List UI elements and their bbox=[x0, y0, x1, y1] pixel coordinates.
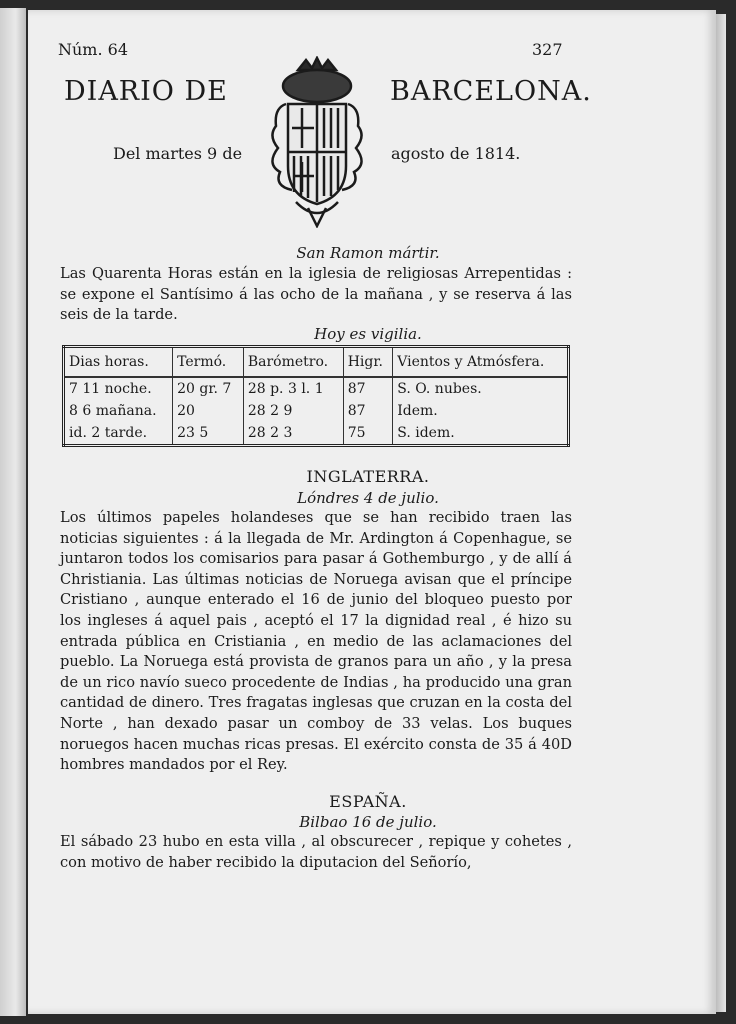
table-cell: 20 bbox=[173, 400, 244, 422]
issue-number: Núm. 64 bbox=[58, 40, 129, 59]
table-row bbox=[64, 377, 569, 400]
table-cell: 28 p. 3 l. 1 bbox=[243, 377, 343, 400]
col-header: Termó. bbox=[173, 347, 244, 378]
masthead-date-left: Del martes 9 de bbox=[113, 144, 243, 163]
col-header: Dias horas. bbox=[64, 347, 173, 378]
forty-hours-notice: Las Quarenta Horas están en la iglesia de religiosas Arrepentidas : se expone el Santísimo á las ocho de la mañana , y se reserva á las seis de la tarde. bbox=[60, 265, 572, 324]
table-row bbox=[64, 400, 569, 422]
masthead-title-left: DIARIO DE bbox=[64, 76, 228, 107]
col-header: Higr. bbox=[343, 347, 393, 378]
table-cell: S. O. nubes. bbox=[393, 377, 569, 400]
saint-of-day: San Ramon mártir. bbox=[296, 244, 440, 262]
coat-of-arms-icon bbox=[256, 56, 378, 228]
section-heading-england: INGLATERRA. bbox=[306, 467, 430, 486]
table-cell: S. idem. bbox=[393, 422, 569, 446]
table-cell: 87 bbox=[343, 377, 393, 400]
masthead-date-right: agosto de 1814. bbox=[391, 144, 521, 163]
col-header: Barómetro. bbox=[243, 347, 343, 378]
table-cell: 87 bbox=[343, 400, 393, 422]
dateline-london: Lóndres 4 de julio. bbox=[297, 489, 439, 507]
table-cell: 23 5 bbox=[173, 422, 244, 446]
article-england: Los últimos papeles holandeses que se han recibido traen las noticias siguientes : á la llegada de Mr. Ardington á Copenhague, se juntaron todos los comisarios para pasar á Gothemburgo , y de allí á Christiania. Las últimas noticias de Noruega avisan que el príncipe Cristiano , aunque enterado el 16 de junio del bloqueo puesto por los ingleses á aquel pais , aceptó el 17 la dignidad real , é hizo su entrada pública en Cristiania , en medio de las aclamaciones del pueblo. La Noruega está provista de granos para un año , y la presa de un rico navío sueco procedente de Indias , ha producido una gran cantidad de dinero. Tres fragatas inglesas que cruzan en la costa del Norte , han dexado pasar un comboy de 33 velas. Los buques noruegos hacen muchas ricas presas. El exército consta de 35 á 40D hombres mandados por el Rey. bbox=[60, 509, 572, 774]
weather-table-header bbox=[64, 347, 569, 378]
vigil-notice: Hoy es vigilia. bbox=[314, 325, 422, 343]
table-cell: id. 2 tarde. bbox=[69, 425, 148, 441]
article-spain: El sábado 23 hubo en esta villa , al obscurecer , repique y cohetes , con motivo de haber recibido la diputacion del Señorío, bbox=[60, 833, 572, 871]
page-number: 327 bbox=[532, 40, 563, 59]
table-cell: 7 11 noche. bbox=[69, 381, 152, 397]
table-cell: 28 2 9 bbox=[243, 400, 343, 422]
table-cell: Idem. bbox=[393, 400, 569, 422]
table-row bbox=[64, 422, 569, 446]
col-header: Vientos y Atmósfera. bbox=[393, 347, 569, 378]
table-cell: 28 2 3 bbox=[243, 422, 343, 446]
masthead-title-right: BARCELONA. bbox=[390, 76, 592, 107]
weather-table bbox=[62, 345, 570, 447]
table-cell: 8 6 mañana. bbox=[69, 403, 157, 419]
table-cell: 20 gr. 7 bbox=[173, 377, 244, 400]
dateline-bilbao: Bilbao 16 de julio. bbox=[299, 813, 437, 831]
book-left-page-edge bbox=[0, 8, 26, 1016]
table-cell: 75 bbox=[343, 422, 393, 446]
section-heading-spain: ESPAÑA. bbox=[329, 792, 407, 811]
book-right-page-edge bbox=[716, 14, 726, 1012]
